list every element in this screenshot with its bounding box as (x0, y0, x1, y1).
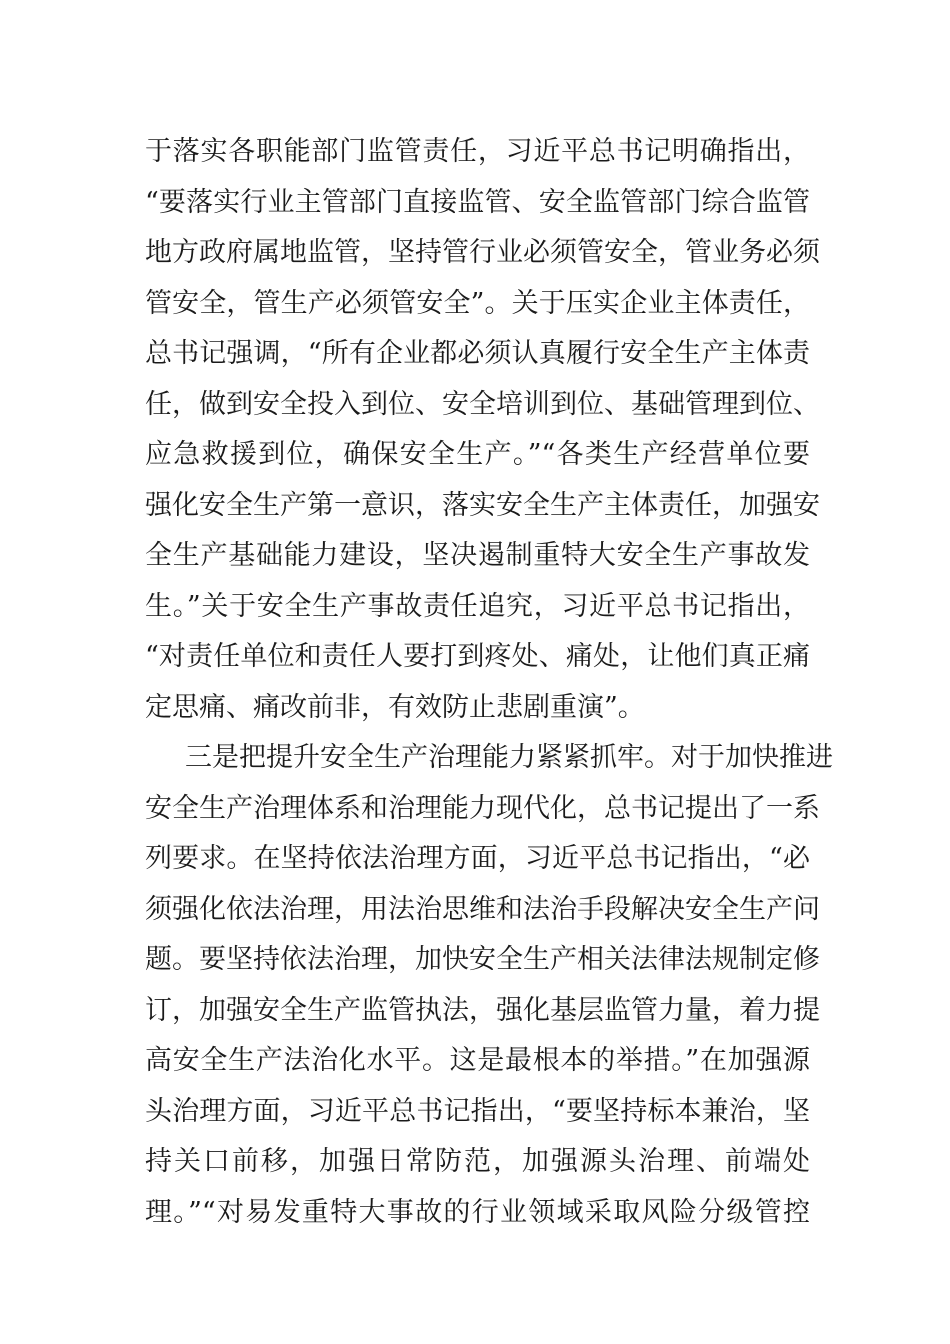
text-line: 题。要坚持依法治理，加快安全生产相关法律法规制定修 (145, 944, 820, 975)
paragraph-first-line: 三是把提升安全生产治理能力紧紧抓牢。对于加快推进 (185, 742, 833, 773)
text-line: 列要求。在坚持依法治理方面，习近平总书记指出，“必 (145, 843, 810, 874)
text-line: 应急救援到位，确保安全生产。”“各类生产经营单位要 (145, 439, 810, 470)
text-line: 头治理方面，习近平总书记指出，“要坚持标本兼治，坚 (145, 1095, 810, 1127)
text-line: 任，做到安全投入到位、安全培训到位、基础管理到位、 (145, 388, 820, 420)
text-line: “要落实行业主管部门直接监管、安全监管部门综合监管 (145, 186, 810, 218)
document-body (145, 127, 833, 1238)
text-line: 管安全，管生产必须管安全”。关于压实企业主体责任， (145, 287, 810, 319)
text-line: 定思痛、痛改前非，有效防止悲剧重演”。 (145, 691, 645, 723)
text-line: 须强化依法治理，用法治思维和法治手段解决安全生产问 (145, 893, 820, 925)
text-line: 安全生产治理体系和治理能力现代化，总书记提出了一系 (145, 792, 820, 824)
text-line: 订，加强安全生产监管执法，强化基层监管力量，着力提 (145, 994, 820, 1026)
text-line: 持关口前移，加强日常防范，加强源头治理、前端处 (145, 1146, 810, 1177)
text-line: 于落实各职能部门监管责任，习近平总书记明确指出， (145, 136, 810, 167)
text-line: 高安全生产法治化水平。这是最根本的举措。”在加强源 (145, 1045, 810, 1076)
text-line: 生。”关于安全生产事故责任追究，习近平总书记指出， (145, 590, 810, 622)
text-line: 地方政府属地监管，坚持管行业必须管安全，管业务必须 (145, 237, 820, 268)
text-line: “对责任单位和责任人要打到疼处、痛处，让他们真正痛 (145, 641, 810, 672)
text-line: 总书记强调，“所有企业都必须认真履行安全生产主体责 (145, 338, 810, 369)
text-line: 强化安全生产第一意识，落实安全生产主体责任，加强安 (145, 489, 820, 521)
text-line: 全生产基础能力建设，坚决遏制重特大安全生产事故发 (145, 540, 810, 571)
text-line: 理。”“对易发重特大事故的行业领域采取风险分级管控 (145, 1196, 810, 1228)
